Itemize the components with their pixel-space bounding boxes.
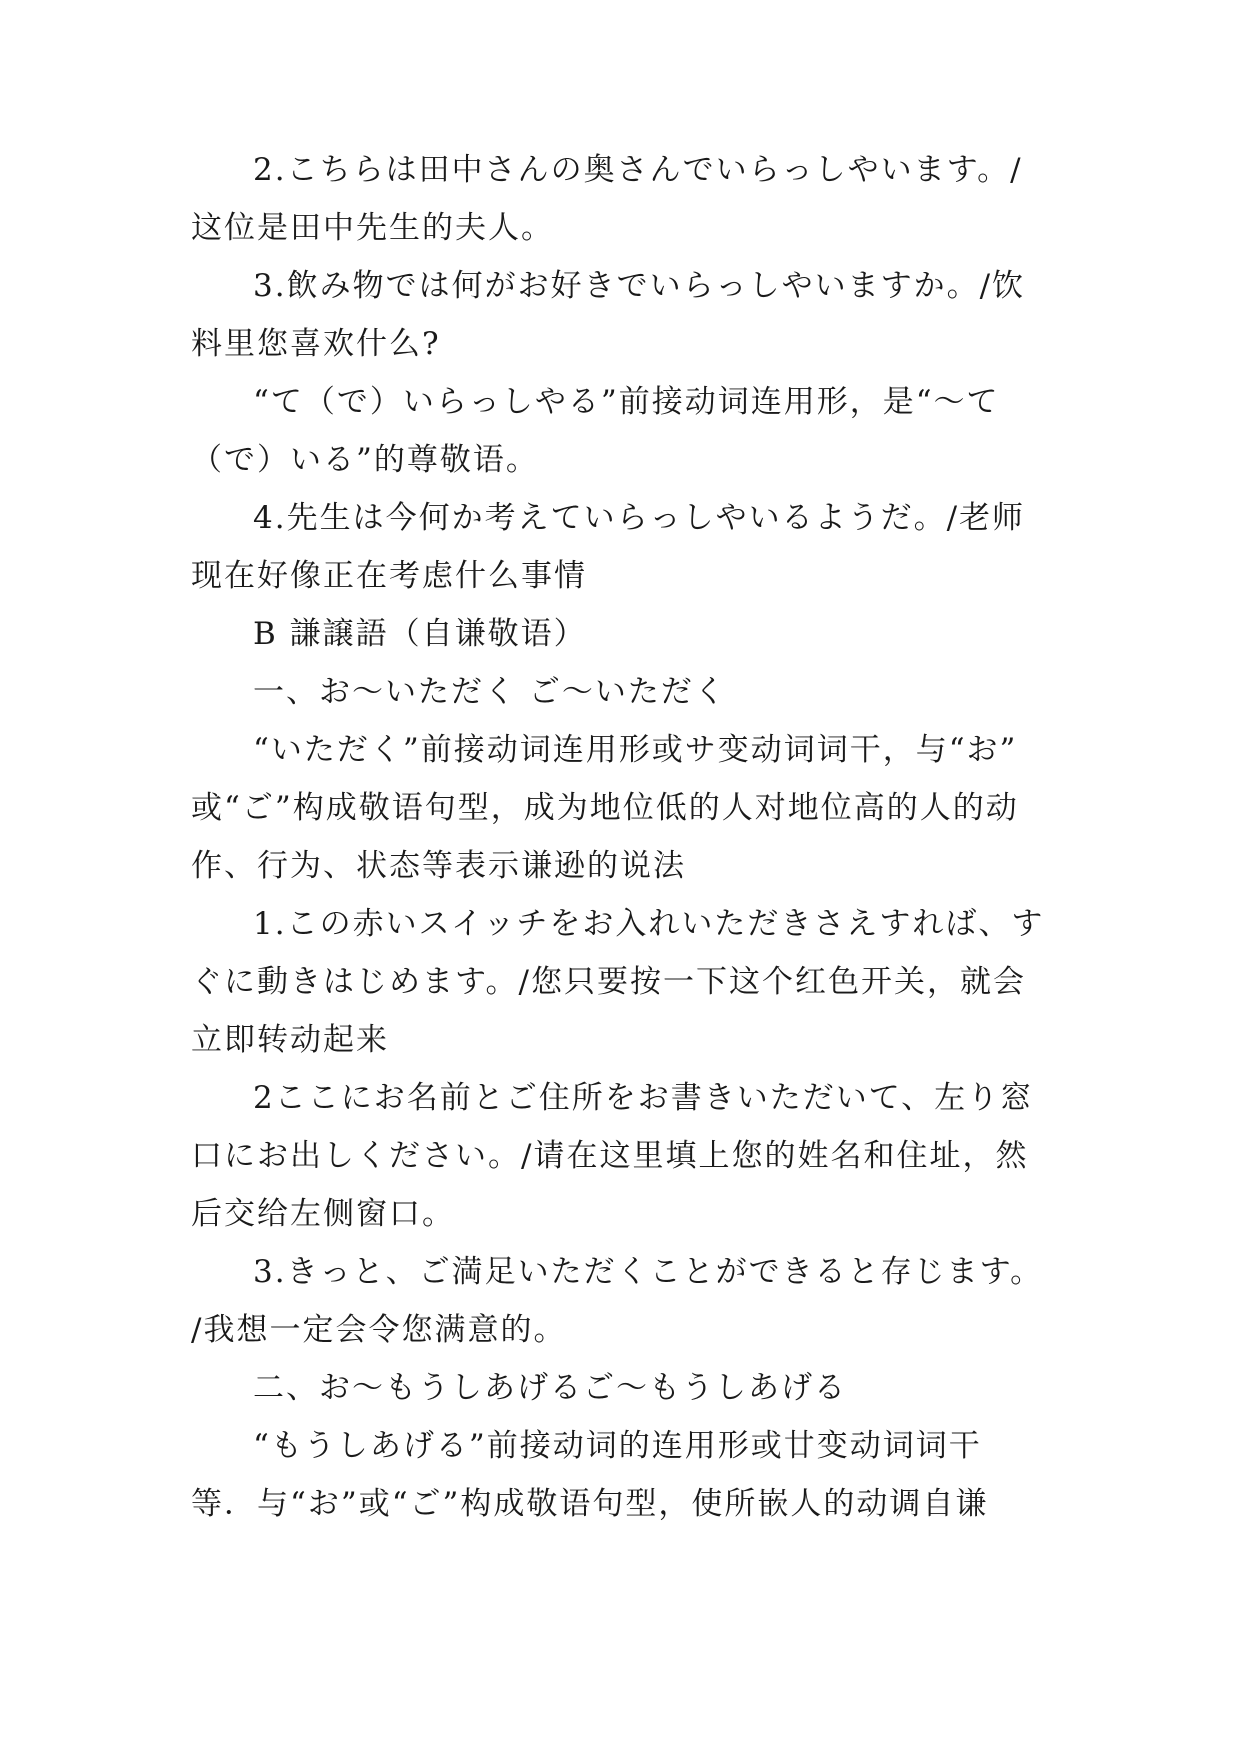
text-line: 3.きっと、ご満足いただくことができると存じます。 (253, 1254, 1044, 1290)
text-line: ぐに動きはじめます。/您只要按一下这个红色开关，就会 (191, 964, 1026, 1000)
text-line: 这位是田中先生的夫人。 (191, 210, 554, 246)
text-line: /我想一定会令您满意的。 (191, 1312, 567, 1348)
text-line: “て（で）いらっしやる”前接动词连用形，是“～て (253, 384, 1000, 420)
subsection-heading: 二、お～もうしあげるご～もうしあげる (253, 1370, 847, 1406)
text-line: 等．与“お”或“ご”构成敬语句型，使所嵌人的动调自谦 (191, 1486, 989, 1522)
text-line: 3.飲み物では何がお好きでいらっしやいますか。/饮 (253, 268, 1026, 304)
text-line: （で）いる”的尊敬语。 (191, 442, 539, 478)
text-line: 后交给左侧窗口。 (191, 1196, 455, 1232)
text-line: 口にお出しください。/请在这里填上您的姓名和住址，然 (191, 1138, 1029, 1174)
text-line: 作、行为、状态等表示谦逊的说法 (191, 848, 686, 884)
text-line: 4.先生は今何か考えていらっしやいるようだ。/老师 (253, 500, 1026, 536)
text-line: 立即转动起来 (191, 1022, 389, 1058)
text-line: 2.こちらは田中さんの奥さんでいらっしやいます。/ (253, 152, 1023, 188)
text-line: 现在好像正在考虑什么事情 (191, 558, 587, 594)
text-line: 2ここにお名前とご住所をお書きいただいて、左り窓 (253, 1080, 1034, 1116)
text-line: 料里您喜欢什么? (191, 326, 441, 362)
text-line: “いただく”前接动词连用形或サ变动词词干，与“お” (253, 732, 1018, 768)
section-heading: B 謙譲語（自谦敬语） (253, 616, 587, 652)
text-line: “もうしあげる”前接动词的连用形或廿变动词词干 (253, 1428, 982, 1464)
text-line: 1.この赤いスイッチをお入れいただきさえすれば、す (253, 906, 1045, 942)
text-line: 或“ご”构成敬语句型，成为地位低的人对地位高的人的动 (191, 790, 1019, 826)
subsection-heading: 一、お～いただく ご～いただく (253, 674, 727, 710)
